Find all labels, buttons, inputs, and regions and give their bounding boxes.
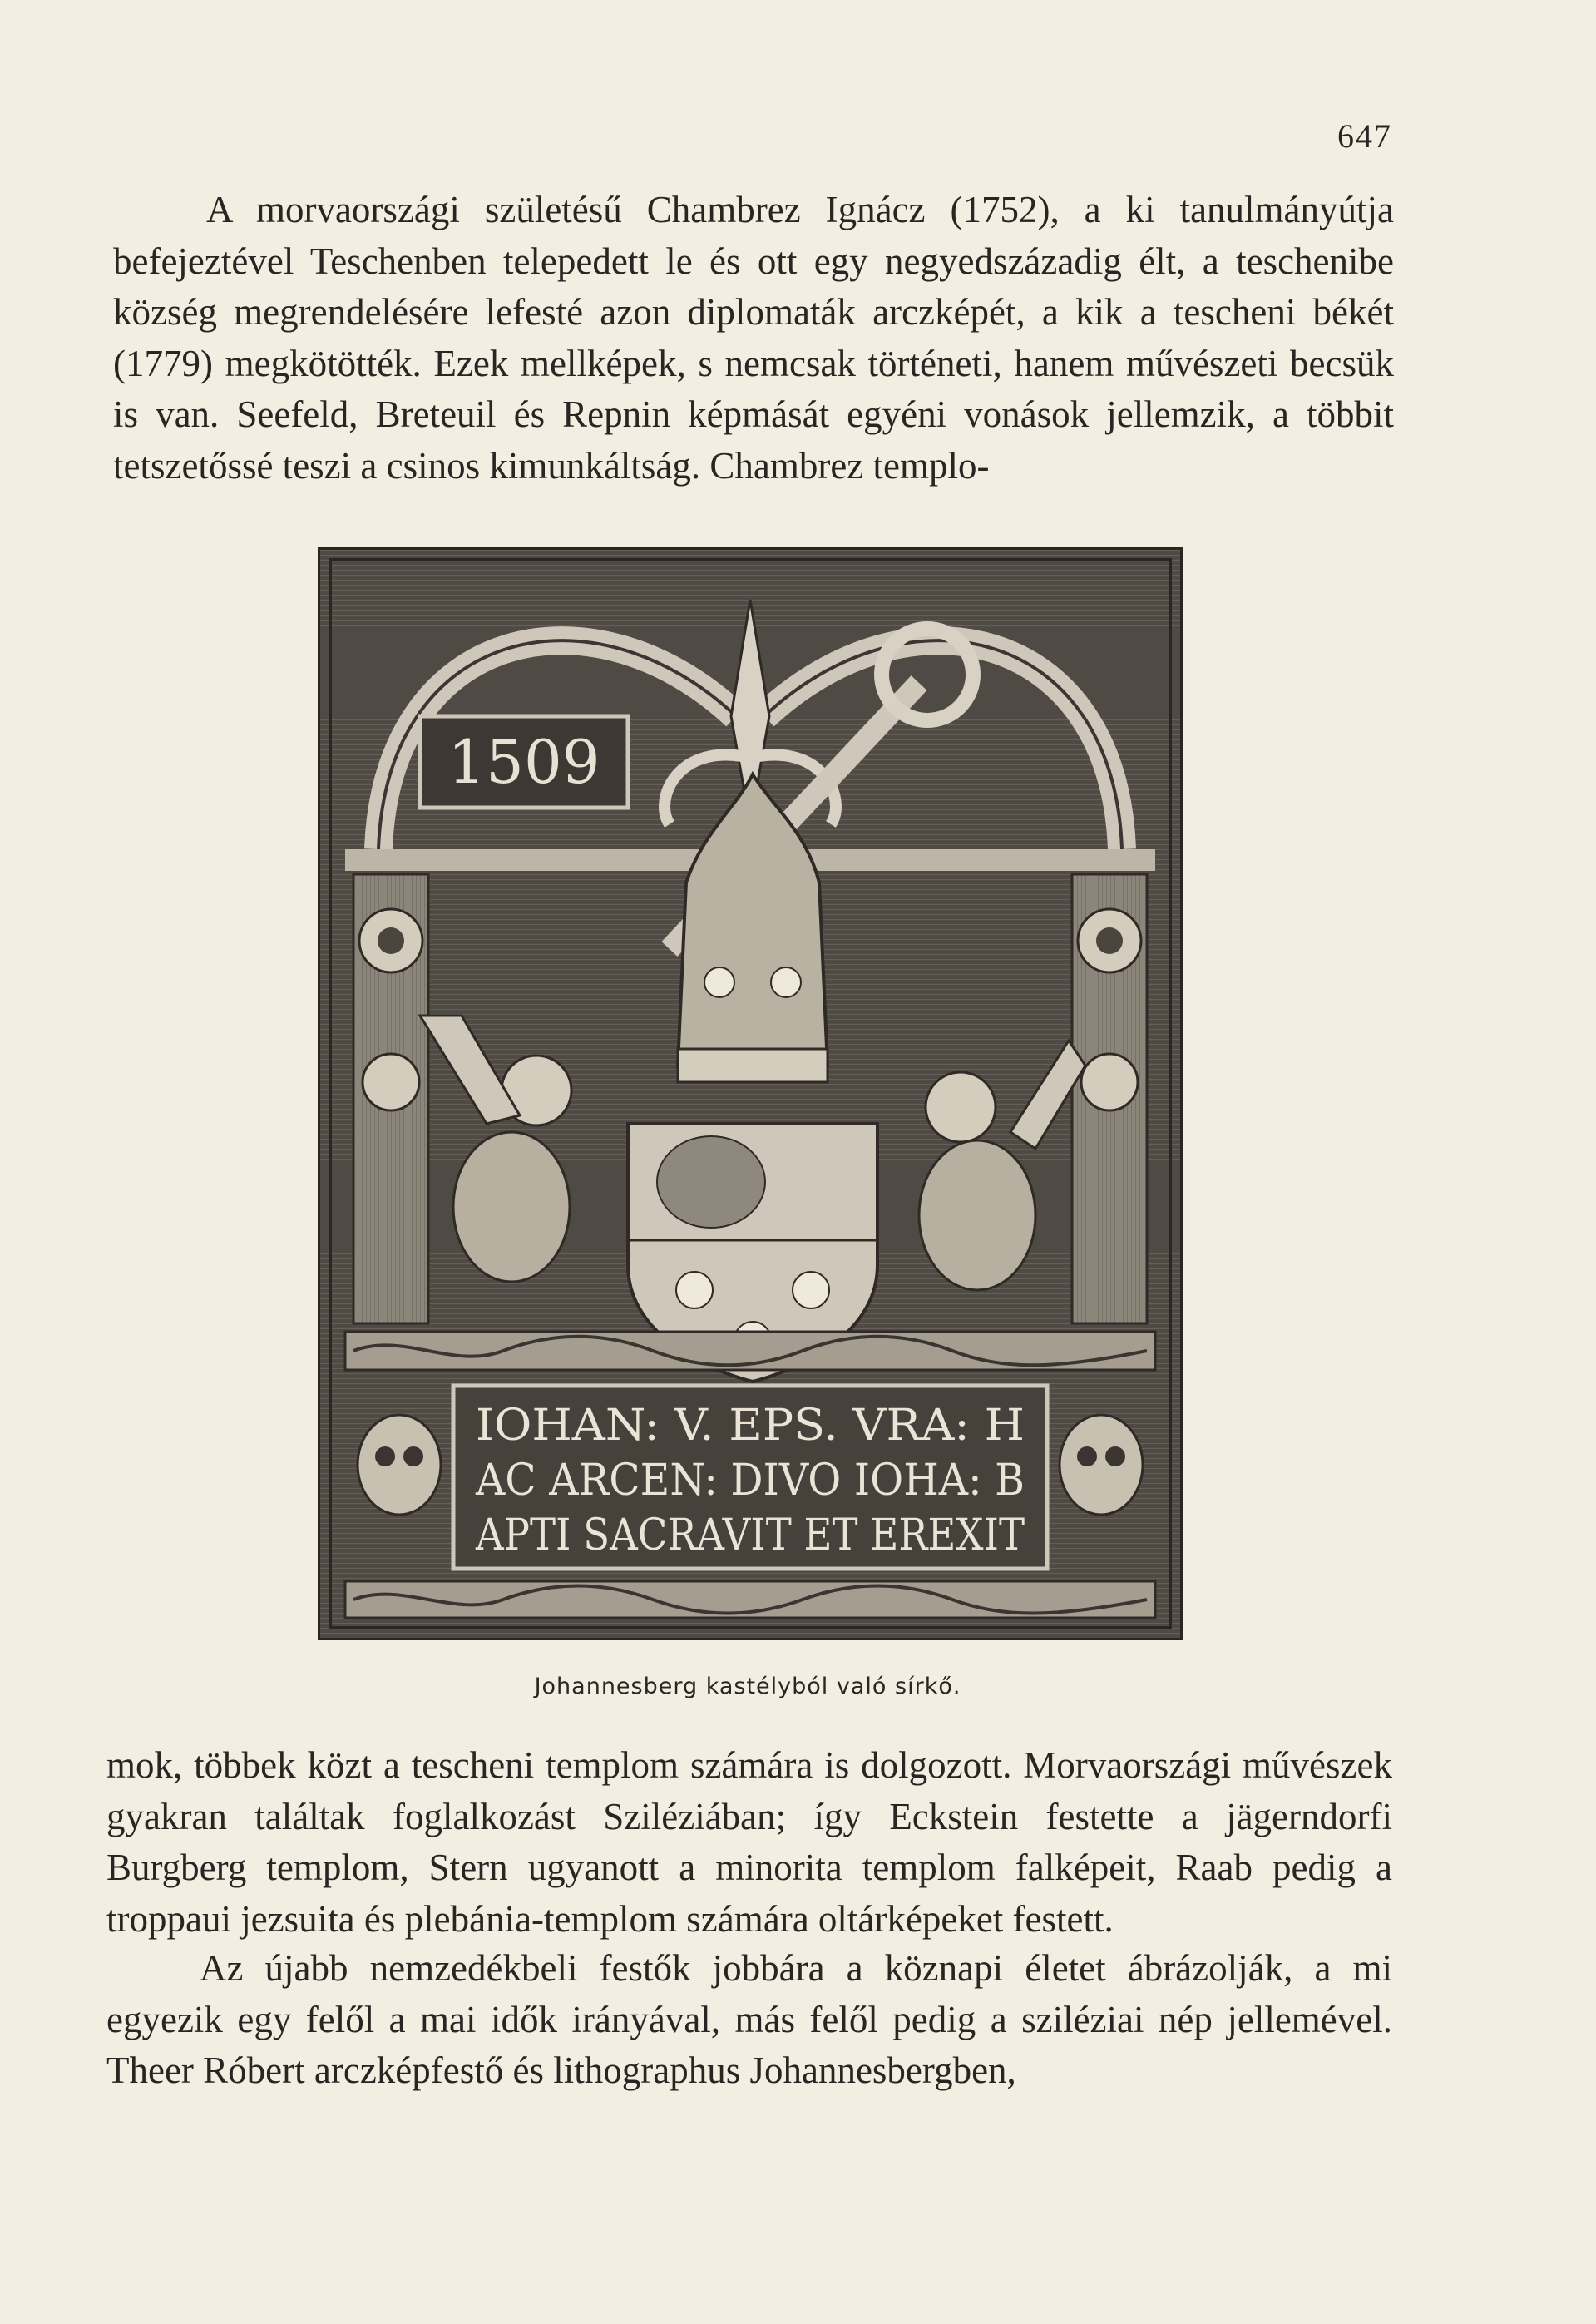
paragraph-top: A morvaországi születésű Chambrez Ignácz (1752), a ki tanulmányútja befejeztével Teschenben telepedett le és ott egy negyedszázadig élt, a teschenibe község megrendelésére lefesté azon diplomaták arczképét, a kik a tescheni békét (1779) megkötötték. Ezek mellképek, s nemcsak történeti, hanem művészeti becsük is van. Seefeld, Breteuil és Repnin képmását egyéni vonások jellemzik, a többit tetszetőssé teszi a csinos kimunkáltság. Chambrez templo- xyxy=(113,189,1394,487)
paragraph-bottom-1: mok, többek közt a tescheni templom számára is dolgozott. Morvaországi művészek gyakran találtak foglalkozást Sziléziában; így Eckstein festette a jägerndorfi Burgberg templom, Stern ugyanott a minorita templom falképeit, Raab pedig a troppaui jezsuita és plebánia-templom számára oltárképeket festett. xyxy=(106,1744,1392,1940)
tombstone-engraving xyxy=(318,547,1183,1640)
figure-caption: Johannesberg kastélyból való sírkő. xyxy=(534,1674,961,1699)
inscription-line: IOHAN: V. EPS. VRA: H xyxy=(476,1401,1025,1451)
paragraph-bottom-2: Az újabb nemzedékbeli festők jobbára a köznapi életet ábrázolják, a mi egyezik egy felől a mai idők irányával, más felől pedig a sziléziai nép jellemével. Theer Róbert arczképfestő és lithographus Johannesbergben, xyxy=(106,1947,1392,2091)
inscription-line: AC ARCEN: DIVO IOHA: B xyxy=(475,1456,1025,1506)
engraving-date: 1509 xyxy=(447,727,600,797)
inscription-line: APTI SACRAVIT ET EREXIT xyxy=(475,1511,1025,1560)
page-number: 647 xyxy=(1337,117,1392,155)
